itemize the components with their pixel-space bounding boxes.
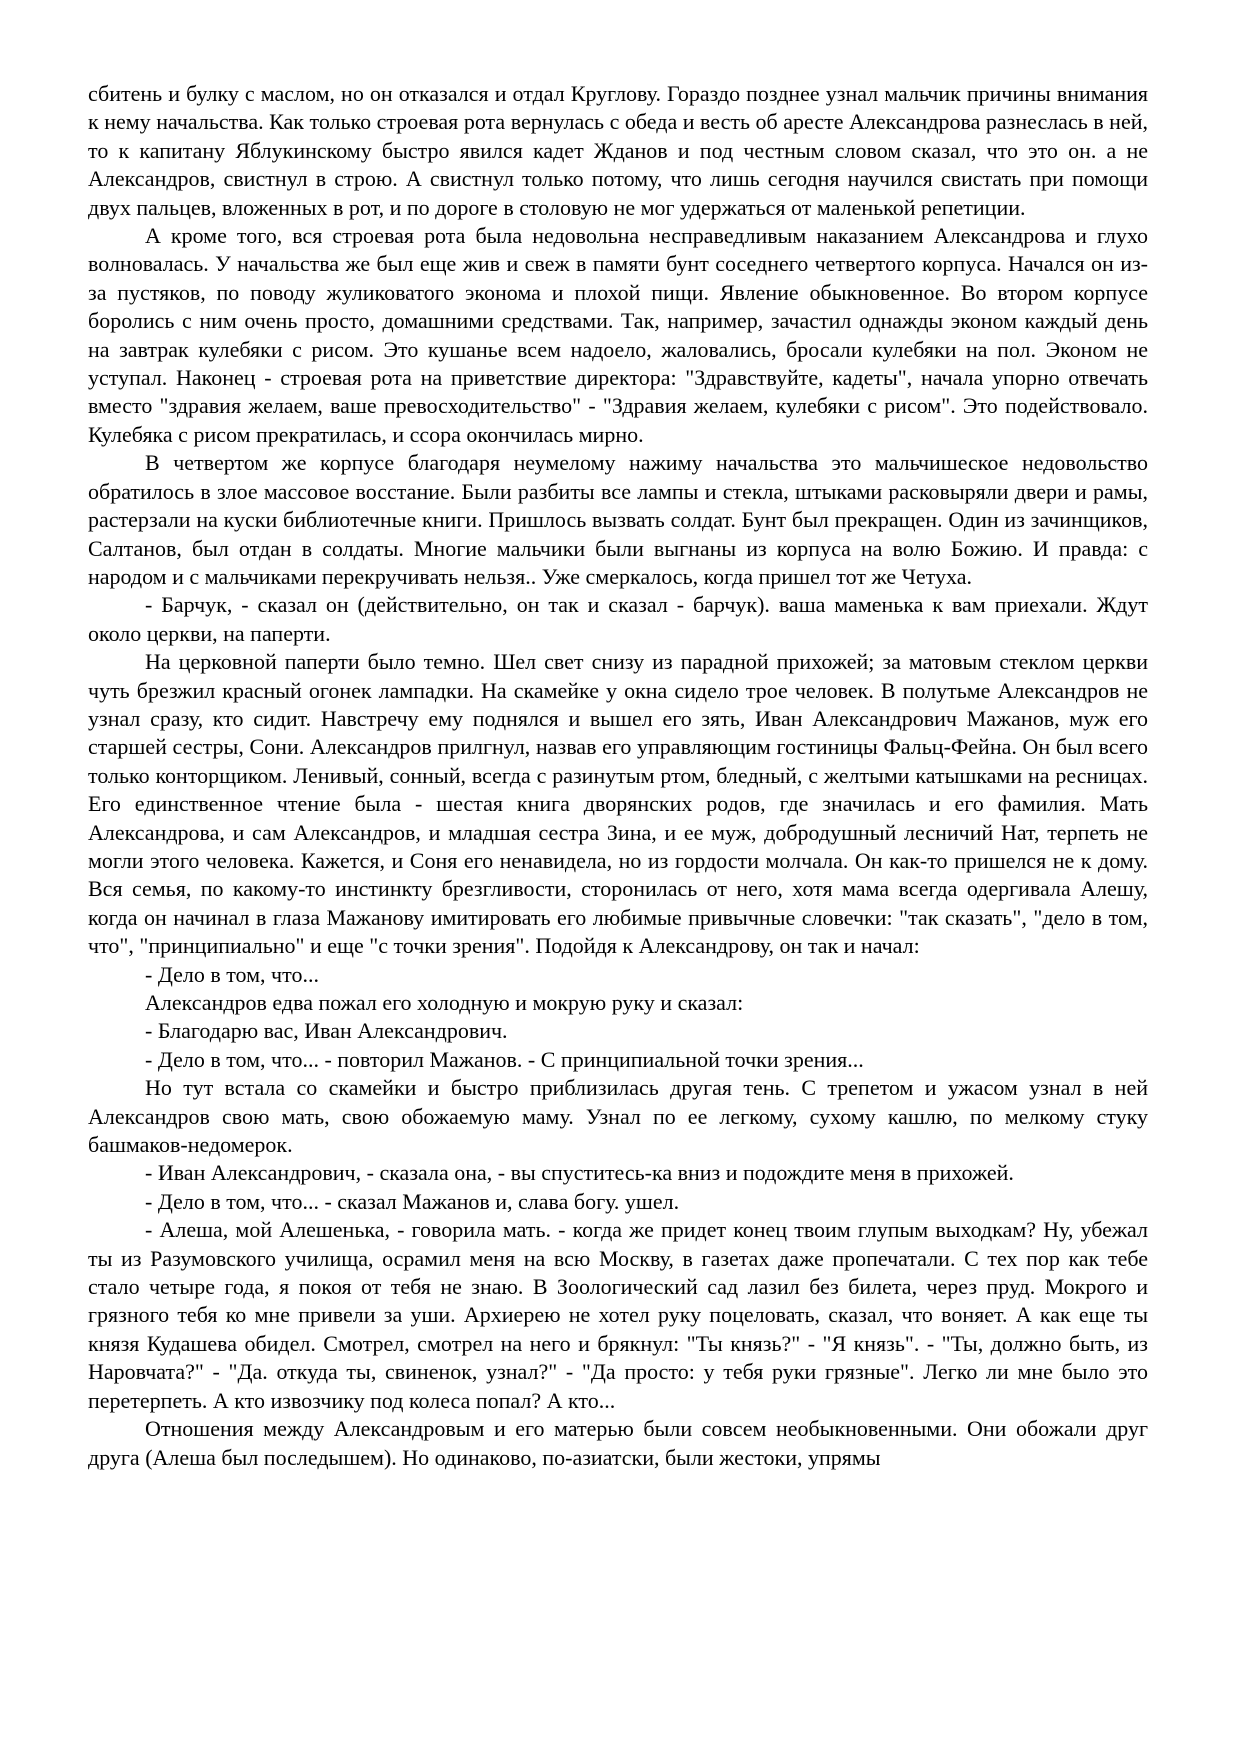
paragraph-8: - Благодарю вас, Иван Александрович. (145, 1018, 508, 1044)
paragraph-5: На церковной паперти было темно. Шел свет снизу из парадной прихожей; за матовым стеклом церкви чуть брезжил красный огонек лампадки. На скамейке у окна сидело трое человек. В полутьме Александров не узнал сразу, кто сидит. Навстречу ему поднялся и вышел его зять, Иван Александрович Мажанов, муж его старшей сестры, Сони. Александров прилгнул, назвав его управляющим гостиницы Фальц-Фейна. Он был всего только конторщиком. Ленивый, сонный, всегда с разинутым ртом, бледный, с желтыми катышками на ресницах. Его единственное чтение была - шестая книга дворянских родов, где значилась и его фамилия. Мать Александрова, и сам Александров, и младшая сестра Зина, и ее муж, добродушный лесничий Нат, терпеть не могли этого человека. Кажется, и Соня его ненавидела, но из гордости молчала. Он как-то пришелся не к дому. Вся семья, по какому-то инстинкту брезгливости, сторонилась от него, хотя мама всегда одергивала Алешу, когда он начинал в глаза Мажанову имитировать его любимые привычные словечки: "так сказать", "дело в том, что", "принципиально" и еще "с точки зрения". Подойдя к Александрову, он так и начал: (88, 649, 1148, 959)
paragraph-14: Отношения между Александровым и его матерью были совсем необыкновенными. Они обожали друг друга (Алеша был последышем). Но одинаково, по-азиатски, были жестоки, упрямы (88, 1416, 1148, 1470)
paragraph-13: - Алеша, мой Алешенька, - говорила мать. - когда же придет конец твоим глупым выходкам? Ну, убежал ты из Разумовского училища, осрамил меня на всю Москву, в газетах даже пропечатали. С тех пор как тебе стало четыре года, я покоя от тебя не знаю. В Зоологический сад лазил без билета, через пруд. Мокрого и грязного тебя ко мне привели за уши. Архиерею не хотел руку поцеловать, сказал, что воняет. А как еще ты князя Кудашева обидел. Смотрел, смотрел на него и брякнул: "Ты князь?" - "Я князь". - "Ты, должно быть, из Наровчата?" - "Да. откуда ты, свиненок, узнал?" - "Да просто: у тебя руки грязные". Легко ли мне было это перетерпеть. А кто извозчику под колеса попал? А кто... (88, 1217, 1148, 1413)
paragraph-2: А кроме того, вся строевая рота была недовольна несправедливым наказанием Александрова и глухо волновалась. У начальства же был еще жив и свеж в памяти бунт соседнего четвертого корпуса. Начался он из-за пустяков, по поводу жуликоватого эконома и плохой пищи. Явление обыкновенное. Во втором корпусе боролись с ним очень просто, домашними средствами. Так, например, зачастил однажды эконом каждый день на завтрак кулебяки с рисом. Это кушанье всем надоело, жаловались, бросали кулебяки на пол. Эконом не уступал. Наконец - строевая рота на приветствие директора: "Здравствуйте, кадеты", начала упорно отвечать вместо "здравия желаем, ваше превосходительство" - "Здравия желаем, кулебяки с рисом". Это подействовало. Кулебяка с рисом прекратилась, и ссора окончилась мирно. (88, 223, 1148, 447)
paragraph-4: - Барчук, - сказал он (действительно, он так и сказал - барчук). ваша маменька к вам приехали. Ждут около церкви, на паперти. (88, 592, 1148, 646)
paragraph-1: сбитень и булку с маслом, но он отказался и отдал Круглову. Гораздо позднее узнал мальчик причины внимания к нему начальства. Как только строевая рота вернулась с обеда и весть об аресте Александрова разнеслась в ней, то к капитану Яблукинскому быстро явился кадет Жданов и под честным словом сказал, что это он. а не Александров, свистнул в строю. А свистнул только потому, что лишь сегодня научился свистать при помощи двух пальцев, вложенных в рот, и по дороге в столовую не мог удержаться от маленькой репетиции. (88, 81, 1148, 220)
paragraph-7: Александров едва пожал его холодную и мокрую руку и сказал: (145, 990, 744, 1015)
paragraph-3: В четвертом же корпусе благодаря неумелому нажиму начальства это мальчишеское недовольство обратилось в злое массовое восстание. Были разбиты все лампы и стекла, штыками расковыряли двери и рамы, растерзали на куски библиотечные книги. Пришлось вызвать солдат. Бунт был прекращен. Один из зачинщиков, Салтанов, был отдан в солдаты. Многие мальчики были выгнаны из корпуса на волю Божию. И правда: с народом и с мальчиками перекручивать нельзя.. Уже смеркалось, когда пришел тот же Четуха. (88, 450, 1148, 589)
paragraph-10: Но тут встала со скамейки и быстро приблизилась другая тень. С трепетом и ужасом узнал в ней Александров свою мать, свою обожаемую маму. Узнал по ее легкому, сухому кашлю, по мелкому стуку башмаков-недомерок. (88, 1075, 1148, 1158)
document-page (88, 80, 1148, 1472)
paragraph-9: - Дело в том, что... - повторил Мажанов. - С принципиальной точки зрения... (145, 1046, 864, 1072)
paragraph-11: - Иван Александрович, - сказала она, - вы спуститесь-ка вниз и подождите меня в прихожей. (145, 1160, 1014, 1186)
paragraph-6: - Дело в том, что... (145, 961, 319, 987)
paragraph-12: - Дело в том, что... - сказал Мажанов и, слава богу. ушел. (145, 1188, 680, 1214)
